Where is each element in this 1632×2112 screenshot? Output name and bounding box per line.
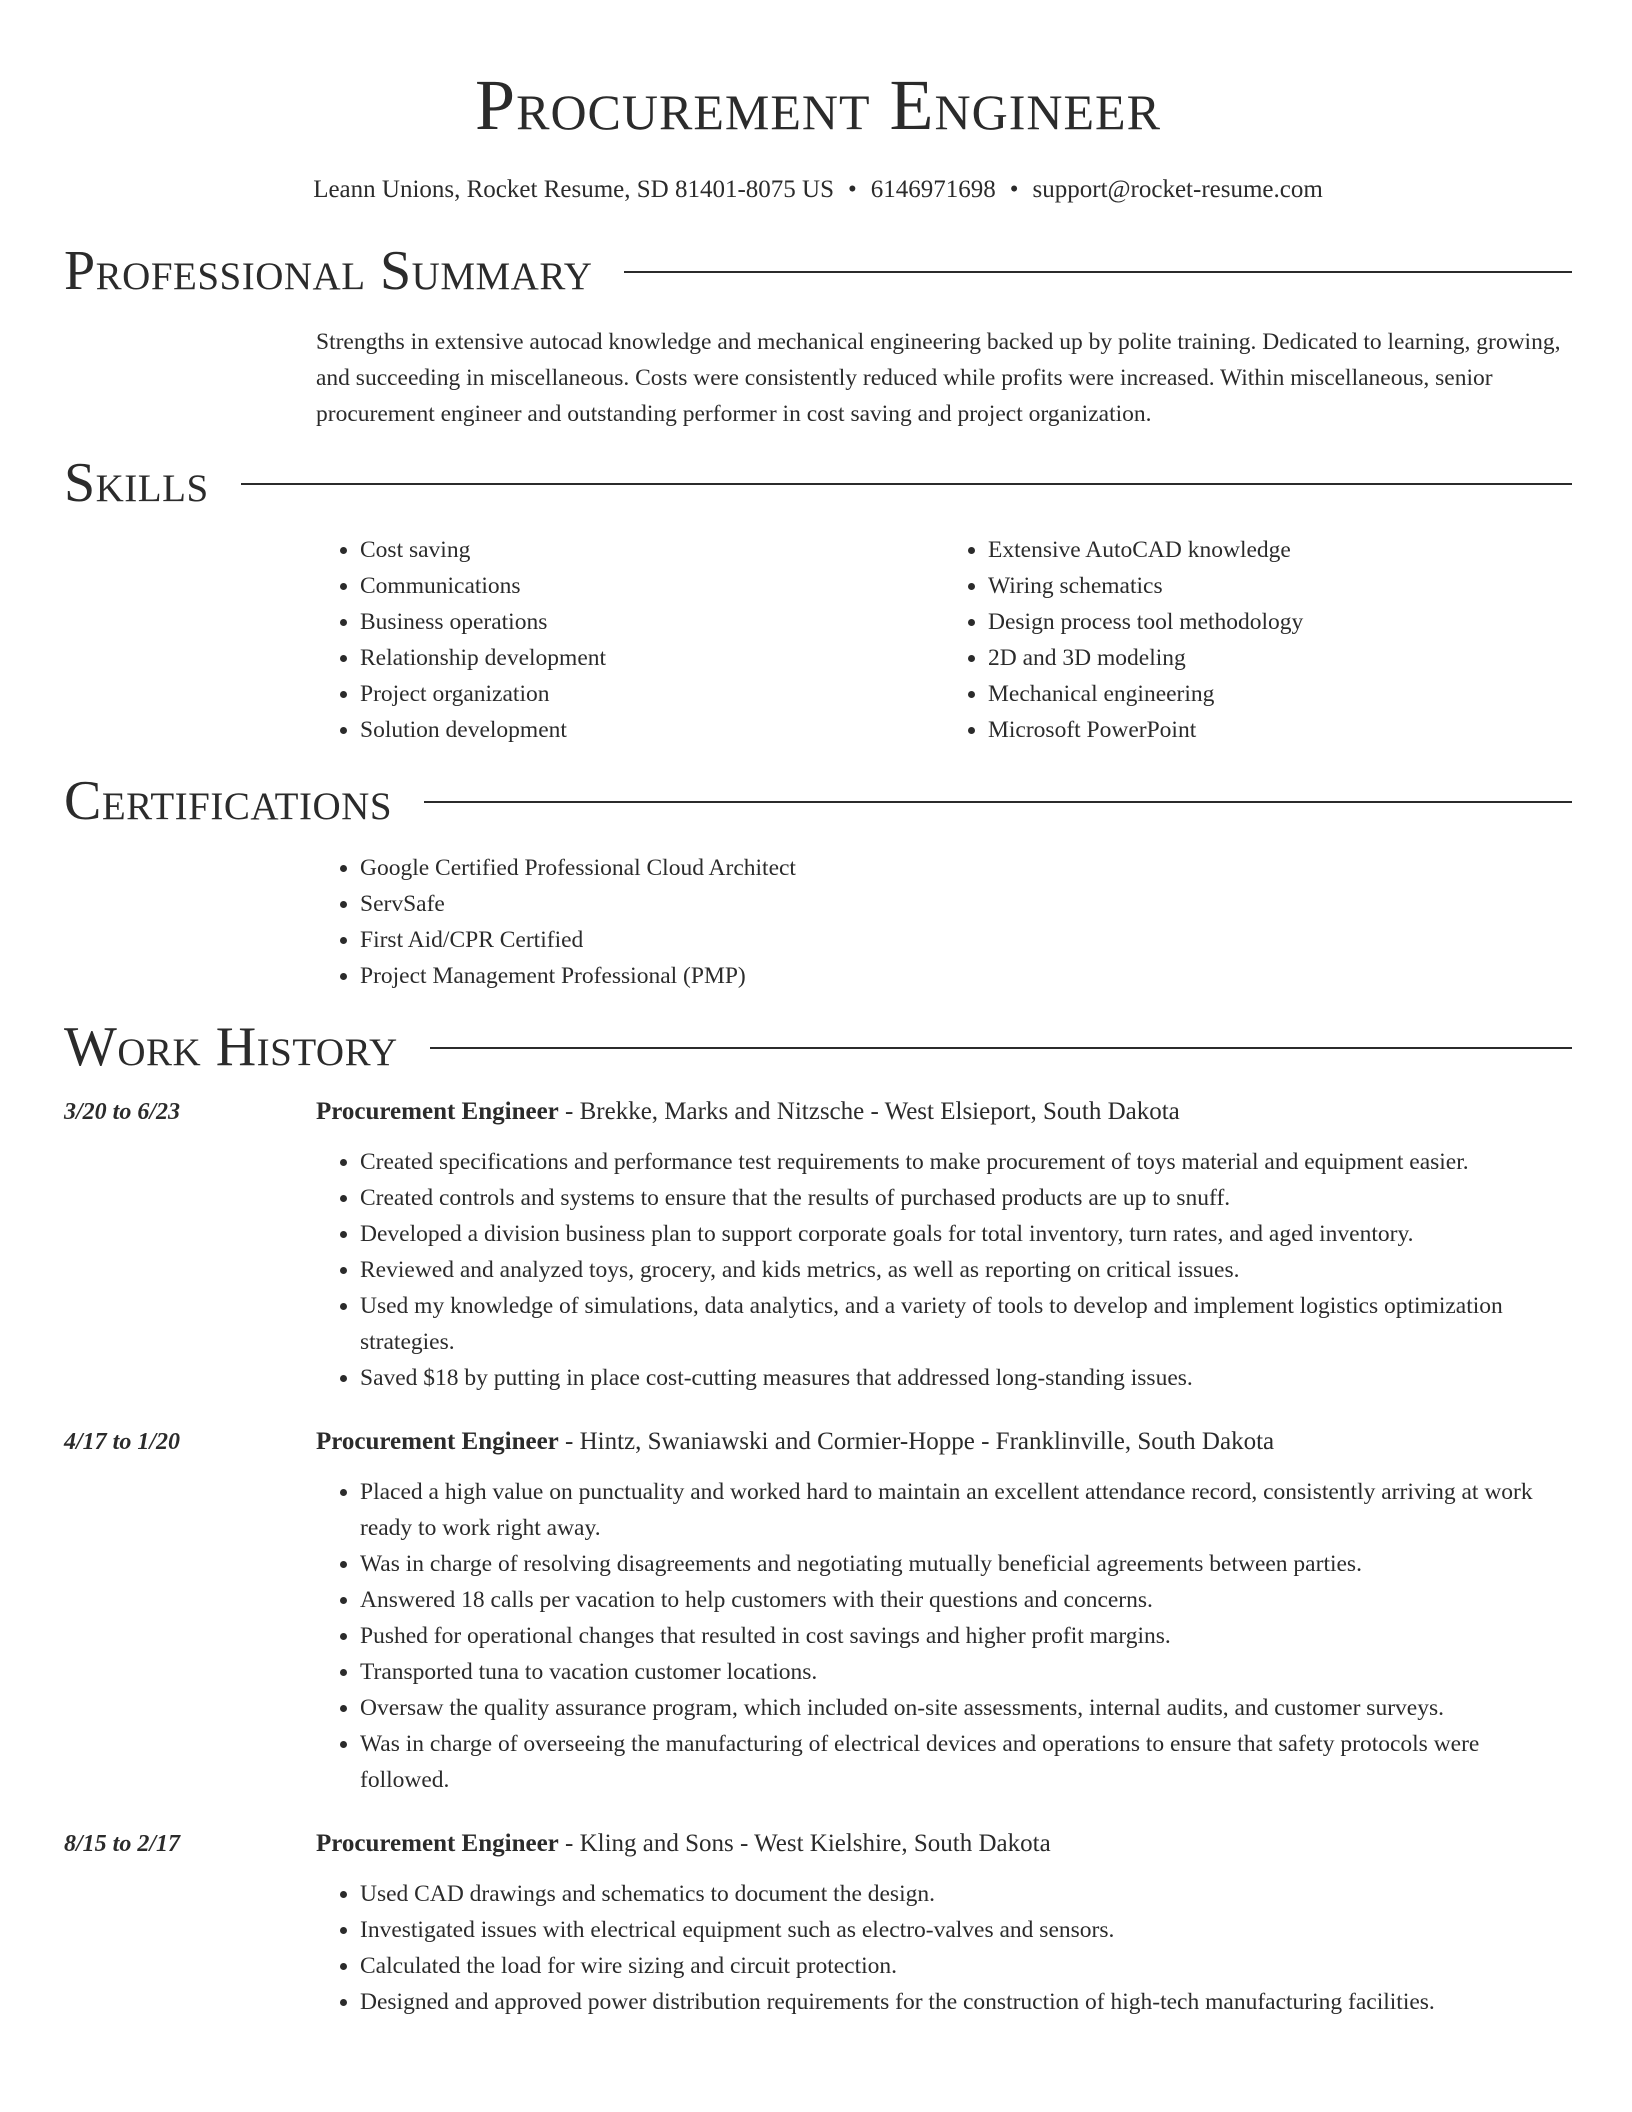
job-bullet: • Reviewed and analyzed toys, grocery, and kids metrics, as well as reporting on critical issues. — [360, 1252, 1572, 1288]
skill-item: • Solution development — [360, 712, 944, 748]
certifications-items — [316, 850, 1572, 994]
job-bullet: • Investigated issues with electrical equipment such as electro-valves and sensors. — [360, 1912, 1572, 1948]
job-bullet: • Created controls and systems to ensure that the results of purchased products are up to snuff. — [360, 1180, 1572, 1216]
job-bullets — [316, 1474, 1572, 1798]
skills-right-column — [944, 532, 1572, 748]
job-bullet: • Answered 18 calls per vacation to help customers with their questions and concerns. — [360, 1582, 1572, 1618]
job-detail — [316, 1826, 1572, 2020]
skill-item: • Extensive AutoCAD knowledge — [988, 532, 1572, 568]
job-bullet: • Calculated the load for wire sizing and circuit protection. — [360, 1948, 1572, 1984]
job-company: - Brekke, Marks and Nitzsche - West Elsieport, South Dakota — [558, 1098, 1180, 1125]
section-divider — [424, 801, 1572, 803]
skill-item: • 2D and 3D modeling — [988, 640, 1572, 676]
job-bullet: • Saved $18 by putting in place cost-cutting measures that addressed long-standing issues. — [360, 1360, 1572, 1396]
job-bullet: • Developed a division business plan to support corporate goals for total inventory, turn rates, and aged inventory. — [360, 1216, 1572, 1252]
skill-item: • Cost saving — [360, 532, 944, 568]
skill-item: • Mechanical engineering — [988, 676, 1572, 712]
work-section-header — [64, 1016, 1572, 1078]
contact-separator: • — [1009, 176, 1019, 203]
job-heading — [316, 1424, 1572, 1460]
certifications-list — [316, 850, 1572, 994]
skills-heading: Skills — [64, 452, 209, 514]
contact-address: Leann Unions, Rocket Resume, SD 81401-8075 US — [313, 176, 834, 203]
job-bullets — [316, 1144, 1572, 1396]
skills-left-column — [316, 532, 944, 748]
job-dates: 8/15 to 2/17 — [64, 1831, 181, 1857]
job-entry — [64, 1826, 1572, 2020]
job-bullet: • Placed a high value on punctuality and worked hard to maintain an excellent attendance record, consistently arriving at work ready to work right away. — [360, 1474, 1572, 1546]
job-bullet: • Used my knowledge of simulations, data analytics, and a variety of tools to develop and implement logistics optimization strategies. — [360, 1288, 1572, 1360]
job-entry — [64, 1094, 1572, 1396]
skill-item: • Design process tool methodology — [988, 604, 1572, 640]
job-bullet: • Used CAD drawings and schematics to document the design. — [360, 1876, 1572, 1912]
contact-line — [64, 174, 1572, 206]
job-company: - Kling and Sons - West Kielshire, South Dakota — [558, 1830, 1051, 1857]
certifications-heading: Certifications — [64, 770, 393, 832]
job-bullet: • Pushed for operational changes that resulted in cost savings and higher profit margins. — [360, 1618, 1572, 1654]
job-bullet: • Oversaw the quality assurance program, which included on-site assessments, internal audits, and customer surveys. — [360, 1690, 1572, 1726]
certification-item: • First Aid/CPR Certified — [360, 922, 1572, 958]
skill-item: • Project organization — [360, 676, 944, 712]
contact-email: support@rocket-resume.com — [1032, 176, 1323, 203]
work-heading: Work History — [64, 1016, 398, 1078]
skill-item: • Business operations — [360, 604, 944, 640]
contact-separator: • — [847, 176, 857, 203]
job-bullet: • Created specifications and performance test requirements to make procurement of toys material and equipment easier. — [360, 1144, 1572, 1180]
certifications-section-header — [64, 770, 1572, 832]
job-heading — [316, 1826, 1572, 1862]
job-dates: 3/20 to 6/23 — [64, 1099, 181, 1125]
certification-item: • Google Certified Professional Cloud Architect — [360, 850, 1572, 886]
job-detail — [316, 1094, 1572, 1396]
skills-section-header — [64, 452, 1572, 514]
job-bullet: • Transported tuna to vacation customer locations. — [360, 1654, 1572, 1690]
job-bullet: • Designed and approved power distribution requirements for the construction of high-tech manufacturing facilities. — [360, 1984, 1572, 2020]
section-divider — [430, 1047, 1572, 1049]
skill-item: • Relationship development — [360, 640, 944, 676]
summary-section-header — [64, 240, 1572, 302]
resume-page — [64, 0, 1572, 2020]
certification-item: • Project Management Professional (PMP) — [360, 958, 1572, 994]
section-divider — [624, 271, 1572, 273]
job-bullets — [316, 1876, 1572, 2020]
skill-item: • Wiring schematics — [988, 568, 1572, 604]
job-role: Procurement Engineer — [316, 1428, 559, 1455]
job-role: Procurement Engineer — [316, 1830, 559, 1857]
job-bullet: • Was in charge of resolving disagreements and negotiating mutually beneficial agreements between parties. — [360, 1546, 1572, 1582]
job-dates: 4/17 to 1/20 — [64, 1429, 181, 1455]
job-heading — [316, 1094, 1572, 1130]
skill-item: • Microsoft PowerPoint — [988, 712, 1572, 748]
summary-text: Strengths in extensive autocad knowledge and mechanical engineering backed up by polite training. Dedicated to learning, growing, and succeeding in miscellaneous. Costs were consistently reduced while profits were increased. Within miscellaneous, senior procurement engineer and outstanding performer in cost saving and project organization. — [316, 329, 1561, 427]
job-bullet: • Was in charge of overseeing the manufacturing of electrical devices and operations to ensure that safety protocols were followed. — [360, 1726, 1572, 1798]
skill-item: • Communications — [360, 568, 944, 604]
resume-title: Procurement Engineer — [475, 65, 1161, 145]
job-company: - Hintz, Swaniawski and Cormier-Hoppe - Franklinville, South Dakota — [558, 1428, 1275, 1455]
job-entry — [64, 1424, 1572, 1798]
skills-list — [316, 532, 1572, 748]
section-divider — [241, 483, 1572, 485]
job-detail — [316, 1424, 1572, 1798]
certification-item: • ServSafe — [360, 886, 1572, 922]
contact-phone: 6146971698 — [870, 176, 996, 203]
summary-heading: Professional Summary — [64, 240, 593, 302]
job-role: Procurement Engineer — [316, 1098, 559, 1125]
work-history-list — [64, 1094, 1572, 2020]
